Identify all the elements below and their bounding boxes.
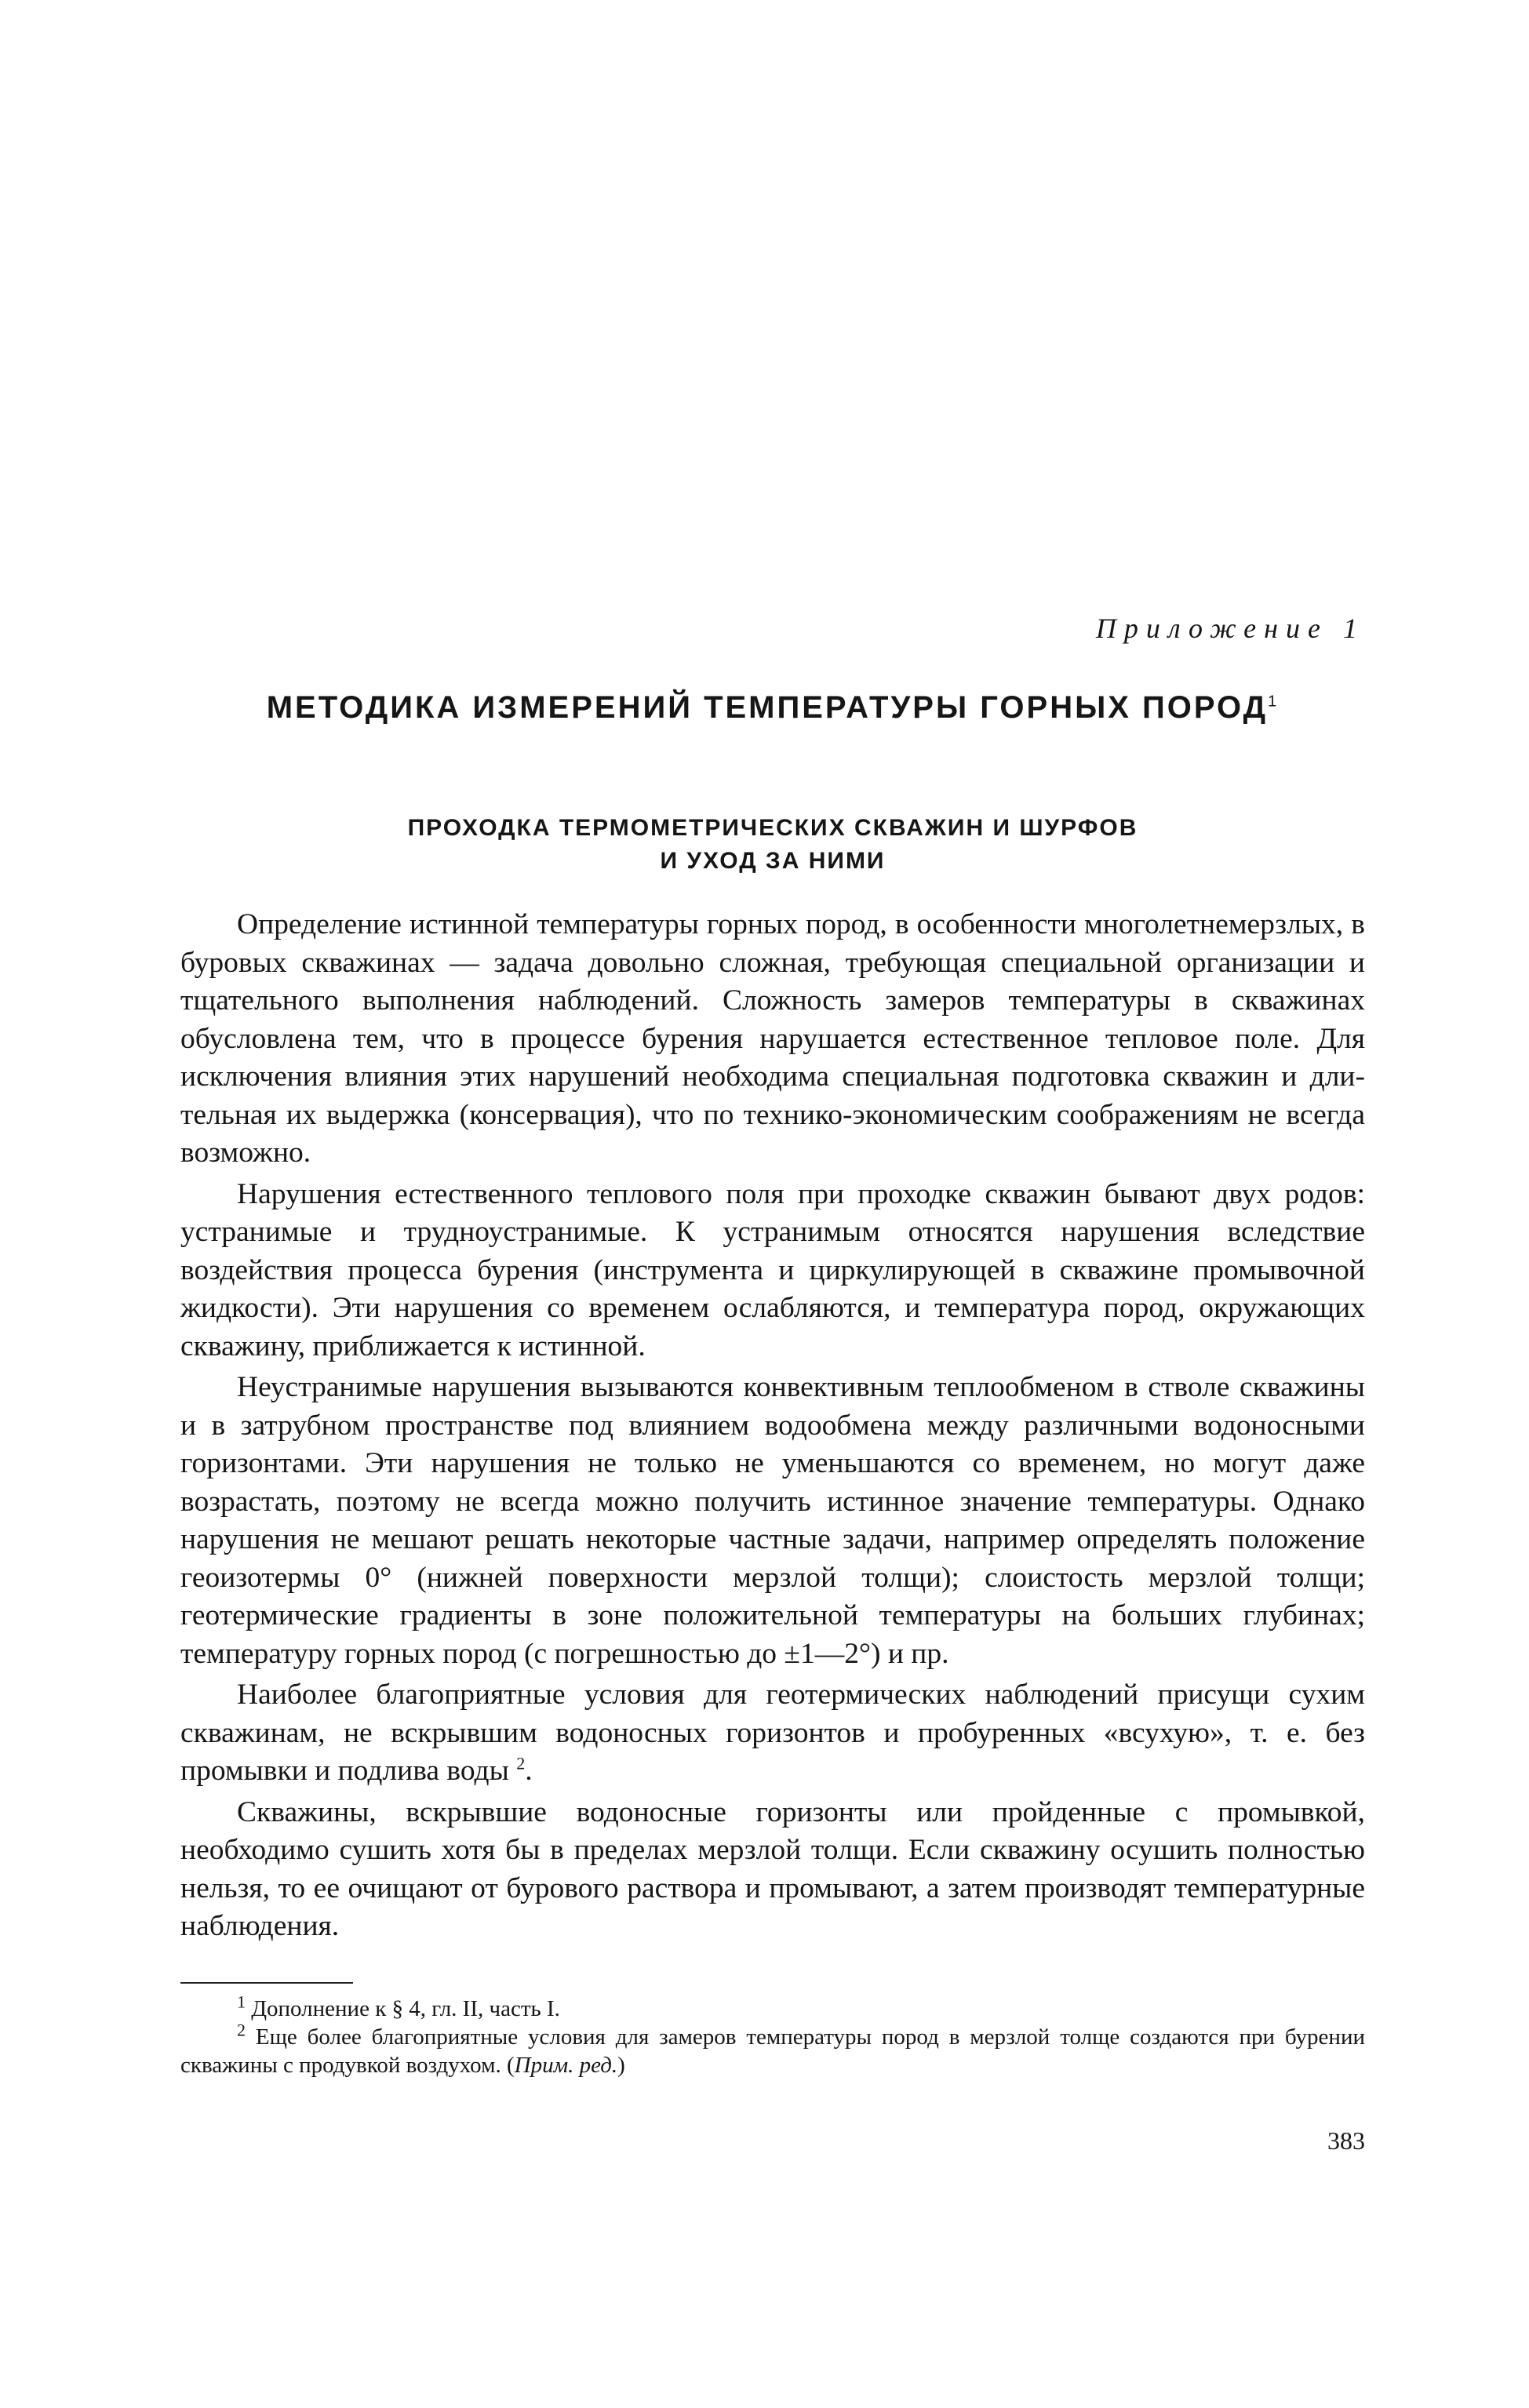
paragraph-3: Неустранимые нарушения вызываются конвективным теплообменом в стволе скважины и в затрубном пространстве под влиянием водообмена между различными водоносными горизонтами. Эти нарушения не только не уменьшаются со временем, но могут даже возрастать, поэтому не всегда можно получить истинное значение температуры. Однако нарушения не мешают решать некоторые частные задачи, например определять положение геоизотермы 0° (нижней поверхности мерзлой толщи); слоистость мерзлой толщи; геотермические градиенты в зоне положительной температуры на больших глубинах; температуру горных пород (с погрешностью до ±1—2°) и пр. xyxy=(180,1371,1365,1670)
paragraph-4-footnote-mark: 2 xyxy=(516,1753,526,1773)
main-title xyxy=(180,690,1365,726)
footnote-1-text: Дополнение к § 4, гл. II, часть I. xyxy=(246,1995,560,2021)
paragraph-4-end: . xyxy=(525,1755,533,1787)
page-number: 383 xyxy=(1327,2126,1365,2155)
main-title-text: МЕТОДИКА ИЗМЕРЕНИЙ ТЕМПЕРАТУРЫ ГОРНЫХ ПОРОД xyxy=(266,690,1269,725)
footnote-1-mark: 1 xyxy=(237,1991,246,2011)
section-title-line-1: ПРОХОДКА ТЕРМОМЕТРИЧЕСКИХ СКВАЖИН И ШУРФОВ xyxy=(407,815,1138,841)
footnote-2-text: Еще более благоприятные условия для замеров температуры пород в мерзлой толще создаются при бурении скважины с продувкой воздухом. ( xyxy=(180,2024,1365,2078)
footnote-2-editor-note: Прим. ред. xyxy=(514,2052,618,2078)
document-page xyxy=(180,612,1365,2155)
footnote-2-end: ) xyxy=(617,2052,625,2078)
paragraph-4-text: Наиболее благоприятные условия для геотермических наблюдений присущи сухим скважинам, не вскрывшим водоносных горизонтов и пробуренных «всухую», т. е. без промывки и подлива воды xyxy=(180,1679,1365,1787)
footnote-2-mark: 2 xyxy=(237,2019,246,2039)
footnote-1 xyxy=(180,1991,1365,2023)
section-title xyxy=(180,812,1365,878)
footnote-2 xyxy=(180,2019,1365,2079)
footnote-divider xyxy=(180,1982,353,1984)
paragraph-1: Определение истинной температуры горных пород, в особенности многолетнемерзлых, в буровых скважинах — задача довольно сложная, требующая специальной организации и тщательного выполнения наблюдений. Сложность замеров температуры в скважинах обусловлена тем, что в процессе бурения нарушается естественное тепловое поле. Для исключения влияния этих нарушений необходима специальная подготовка скважин и длительная их выдержка (консервация), что по технико-экономическим соображениям не всегда возможно. xyxy=(180,908,1365,1169)
paragraph-2: Нарушения естественного теплового поля при проходке скважин бывают двух родов: устранимые и трудноустранимые. К устранимым относятся нарушения вследствие воздействия процесса бурения (инструмента и циркулирующей в скважине промывочной жидкости). Эти нарушения со временем ослабляются, и температура пород, окружающих скважину, приближается к истинной. xyxy=(180,1177,1365,1362)
appendix-label: Приложение 1 xyxy=(1095,613,1365,644)
main-title-footnote-mark: 1 xyxy=(1268,693,1280,711)
paragraph-4 xyxy=(180,1676,1365,1791)
paragraph-5: Скважины, вскрывшие водоносные горизонты или пройденные с промывкой, необходимо сушить хотя бы в пределах мерзлой толщи. Если скважину осушить полностью нельзя, то ее очищают от бурового раствора и промывают, а затем производят температурные наблюдения. xyxy=(180,1795,1365,1942)
section-title-line-2: И УХОД ЗА НИМИ xyxy=(660,848,886,874)
